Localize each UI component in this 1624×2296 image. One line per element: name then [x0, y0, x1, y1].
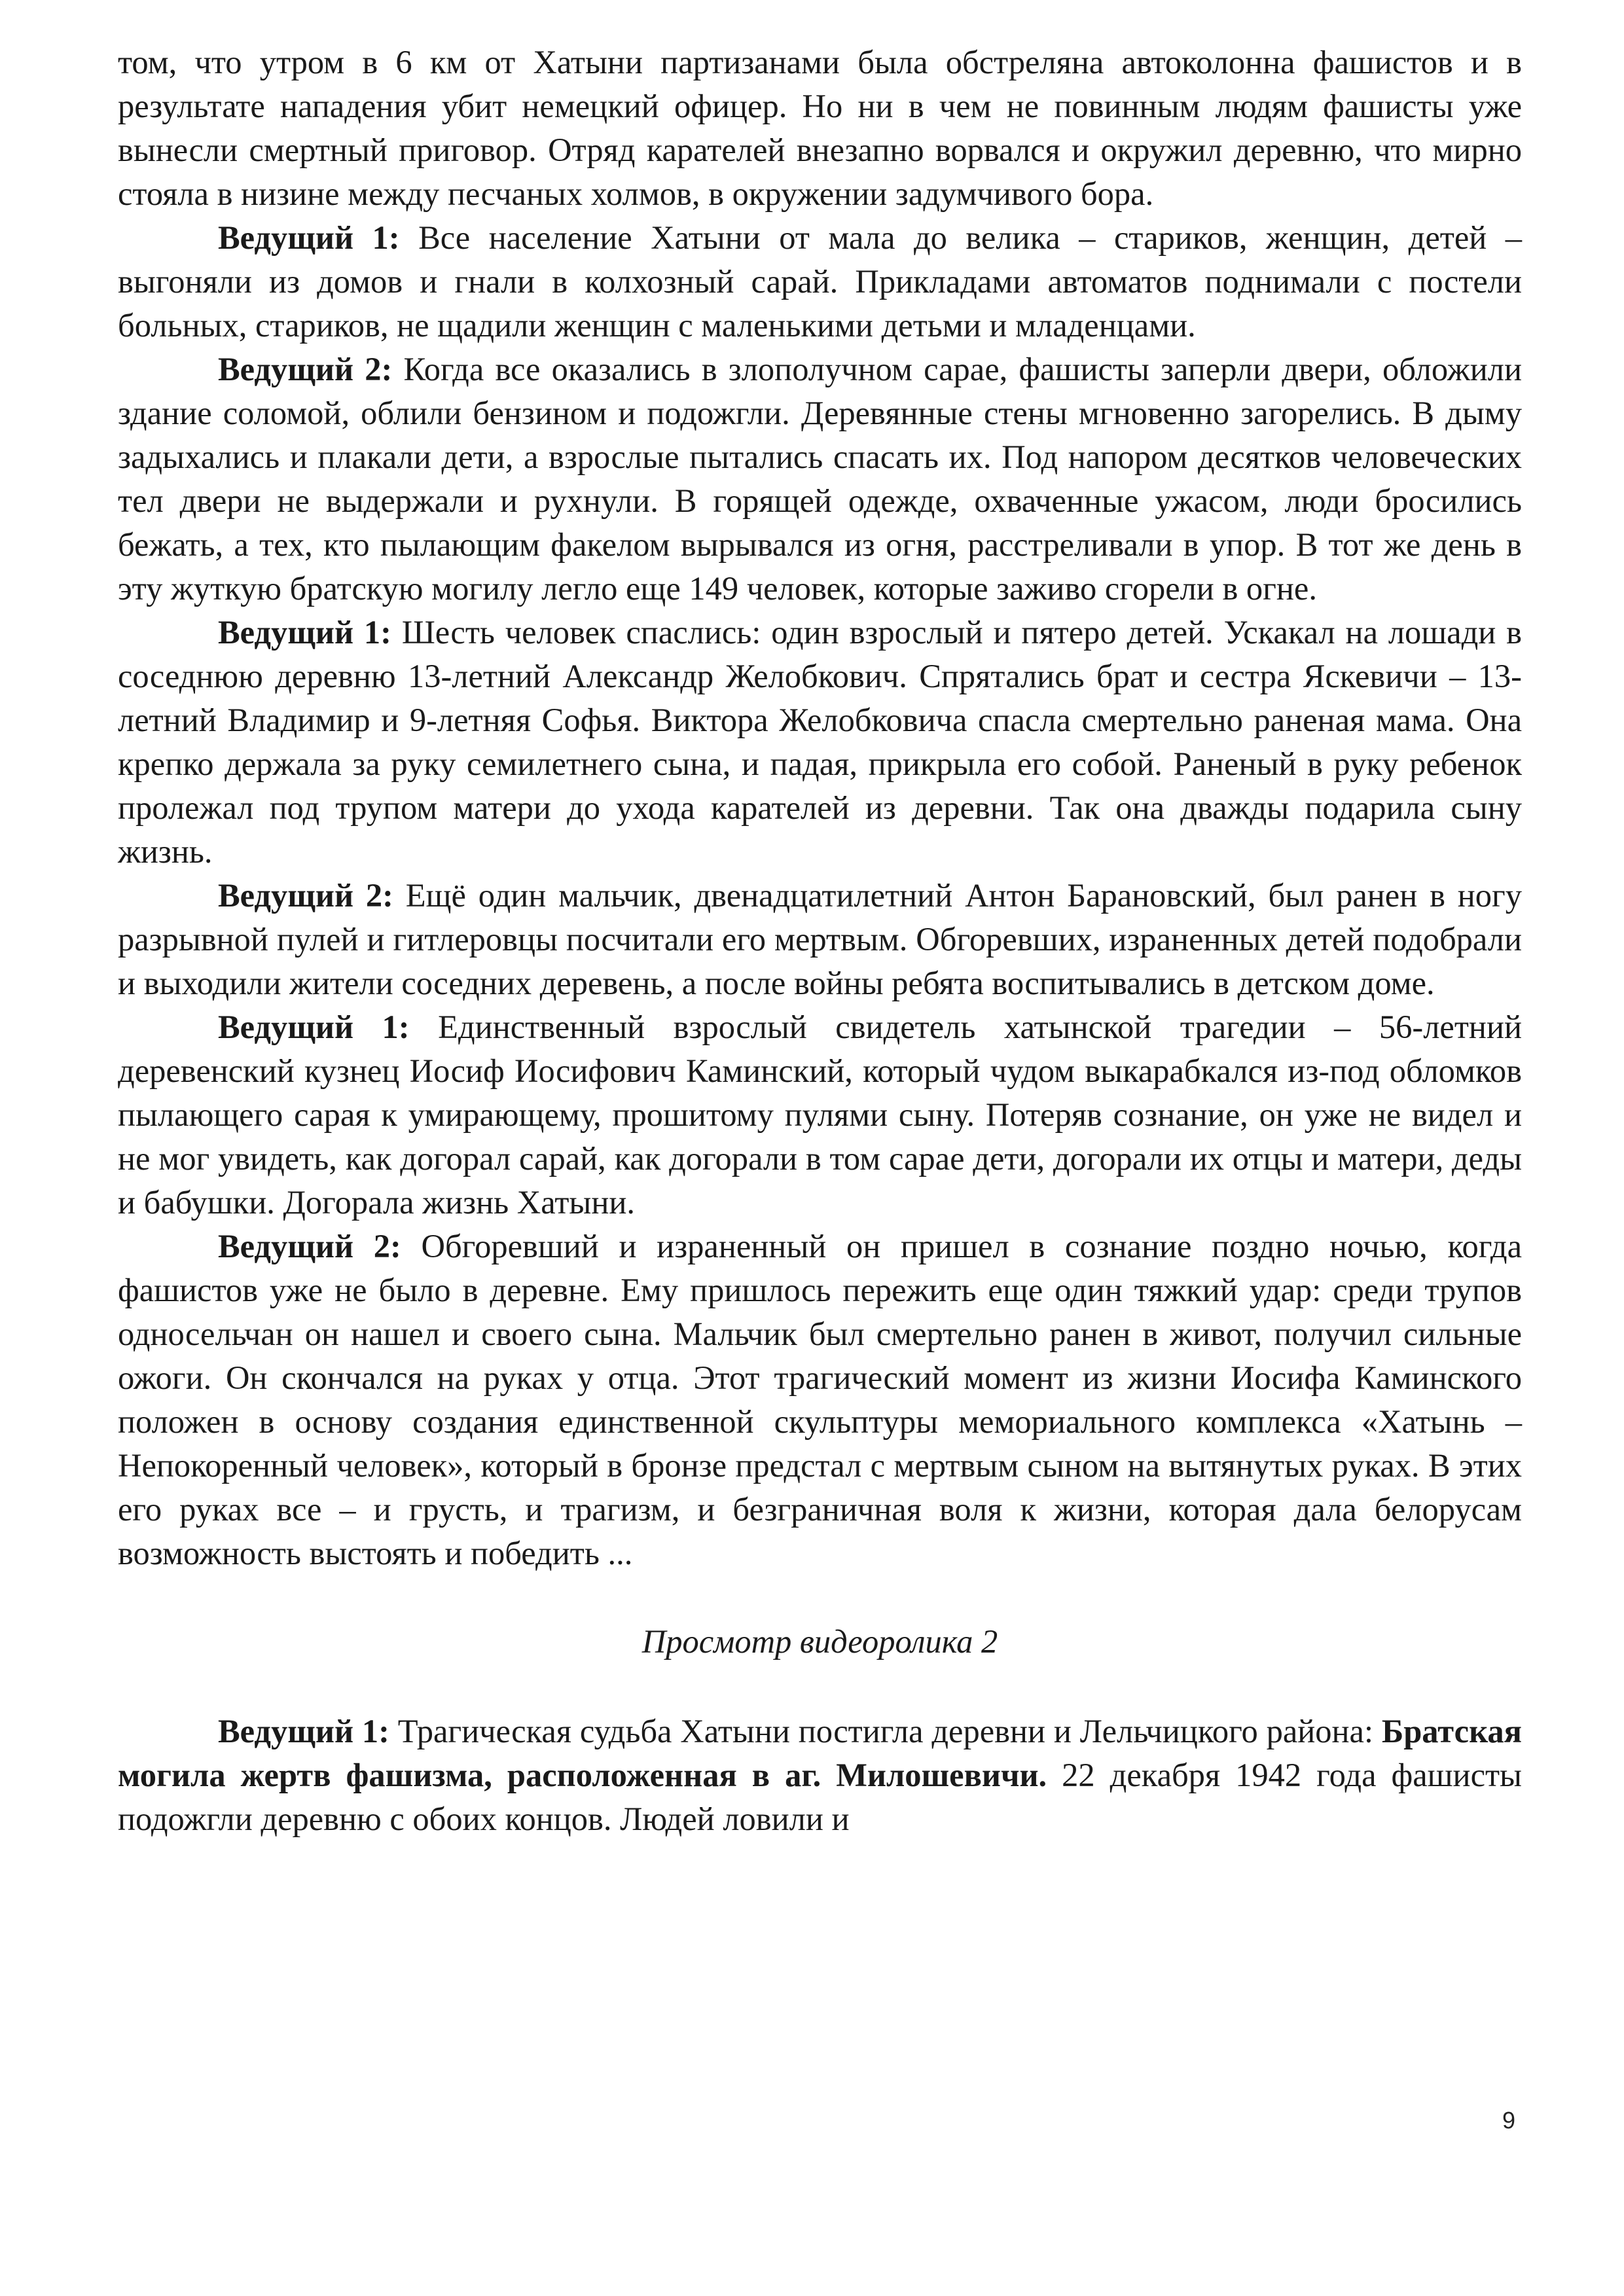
- speech-text: Обгоревший и израненный он пришел в сознание поздно ночью, когда фашистов уже не было в деревне. Ему пришлось пережить еще один тяжкий удар: среди трупов односельчан он нашел и своего сына. Мальчик был смертельно ранен в живот, получил сильные ожоги. Он скончался на руках у отца. Этот трагический момент из жизни Иосифа Каминского положен в основу создания единственной скульптуры мемориального комплекса «Хатынь – Непокоренный человек», который в бронзе предстал с мертвым сыном на вытянутых руках. В этих его руках все – и грусть, и трагизм, и безграничная воля к жизни, которая дала белорусам возможность выстоять и победить ...: [118, 1228, 1523, 1571]
- speech-paragraph: [118, 611, 1522, 874]
- speaker-label: Ведущий 2:: [218, 1228, 401, 1265]
- spacer: [118, 1664, 1522, 1710]
- speech-text: Шесть человек спаслись: один взрослый и пятеро детей. Ускакал на лошади в соседнюю деревню 13-летний Александр Желобкович. Спрятались брат и сестра Яскевичи – 13-летний Владимир и 9-летняя Софья. Виктора Желобковича спасла смертельно раненая мама. Она крепко держала за руку семилетнего сына, и падая, прикрыла его собой. Раненый в руку ребенок пролежал под трупом матери до ухода карателей из деревни. Так она дважды подарила сыну жизнь.: [118, 614, 1522, 870]
- speaker-label: Ведущий 1:: [218, 1009, 410, 1045]
- speaker-label: Ведущий 2:: [218, 877, 393, 914]
- speech-paragraph: [118, 1225, 1522, 1575]
- speaker-label: Ведущий 2:: [218, 351, 393, 387]
- speech-text: Единственный взрослый свидетель хатынской трагедии – 56-летний деревенский кузнец Иосиф Иосифович Каминский, который чудом выкарабкался из-под обломков пылающего сарая к умирающему, прошитому пулями сыну. Потеряв сознание, он уже не видел и не мог увидеть, как догорал сарай, как догорали в том сарае дети, догорали их отцы и матери, деды и бабушки. Догорала жизнь Хатыни.: [118, 1009, 1522, 1221]
- document-body: [118, 41, 1522, 1841]
- spacer: [118, 1575, 1522, 1620]
- paragraph-text: том, что утром в 6 км от Хатыни партизанами была обстреляна автоколонна фашистов и в результате нападения убит немецкий офицер. Но ни в чем не повинным людям фашисты уже вынесли смертный приговор. Отряд карателей внезапно ворвался и окружил деревню, что мирно стояла в низине между песчаных холмов, в окружении задумчивого бора.: [118, 44, 1522, 212]
- speech-paragraph: [118, 1005, 1522, 1225]
- speaker-label: Ведущий 1:: [218, 614, 391, 651]
- speech-paragraph: [118, 216, 1522, 348]
- speech-paragraph: [118, 348, 1522, 611]
- paragraph-continuation: [118, 41, 1522, 216]
- speech-text: Все население Хатыни от мала до велика – стариков, женщин, детей – выгоняли из домов и гнали в колхозный сарай. Прикладами автоматов поднимали с постели больных, стариков, не щадили женщин с маленькими детьми и младенцами.: [118, 219, 1522, 344]
- speaker-label: Ведущий 1:: [218, 219, 400, 256]
- speech-text-continued: 22 декабря 1942 года фашисты подожгли деревню с обоих концов. Людей ловили и: [118, 1757, 1522, 1837]
- page-number: 9: [1502, 2107, 1515, 2134]
- speech-text: Ещё один мальчик, двенадцатилетний Антон Барановский, был ранен в ногу разрывной пулей и гитлеровцы посчитали его мертвым. Обгоревших, израненных детей подобрали и выходили жители соседних деревень, а после войны ребята воспитывались в детском доме.: [118, 877, 1523, 1001]
- speech-paragraph: [118, 874, 1522, 1005]
- speech-text: Трагическая судьба Хатыни постигла деревни и Лельчицкого района:: [389, 1713, 1382, 1749]
- video-caption: Просмотр видеоролика 2: [641, 1623, 998, 1660]
- speaker-label: Ведущий 1:: [218, 1713, 389, 1749]
- speech-text: Когда все оказались в злополучном сарае, фашисты заперли двери, обложили здание соломой, облили бензином и подожгли. Деревянные стены мгновенно загорелись. В дыму задыхались и плакали дети, а взрослые пытались спасать их. Под напором десятков человеческих тел двери не выдержали и рухнули. В горящей одежде, охваченные ужасом, люди бросились бежать, а тех, кто пылающим факелом вырывался из огня, расстреливали в упор. В тот же день в эту жуткую братскую могилу легло еще 149 человек, которые заживо сгорели в огне.: [118, 351, 1522, 607]
- speech-paragraph-final: [118, 1710, 1522, 1841]
- memorial-title: Братская могила жертв фашизма, расположенная в аг. Милошевичи.: [118, 1713, 1522, 1793]
